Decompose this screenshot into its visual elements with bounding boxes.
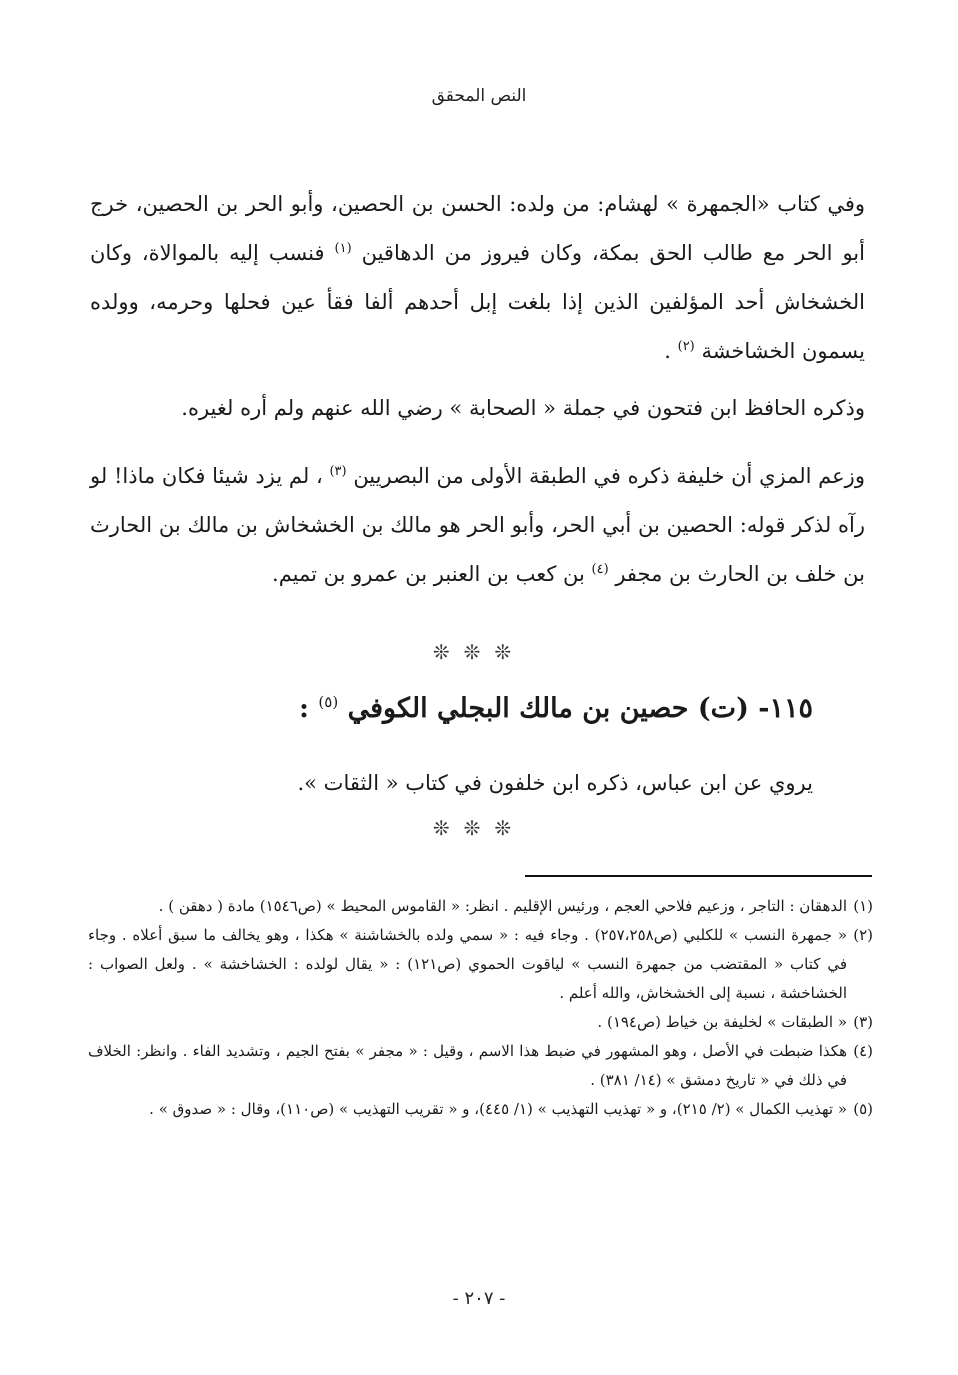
separator-star-icon: ❊ [463, 640, 495, 664]
footnote-number: (٤) [853, 1042, 873, 1060]
footnote-ref[interactable]: (١) [334, 241, 352, 256]
footnote [88, 892, 873, 921]
footnote [88, 921, 873, 1008]
section-separator [0, 816, 958, 840]
footnote [88, 1095, 873, 1124]
paragraph-text: . [664, 339, 671, 363]
footnote-text: هكذا ضبطت في الأصل ، وهو المشهور في ضبط هذا الاسم ، وقيل : « مجفر » بفتح الجيم ، وتشديد الفاء . وانظر: الخلاف في ذلك في « تاريخ دمشق » (١٤/ ٣٨١) . [88, 1042, 847, 1089]
footnote-text: الدهقان : التاجر ، وزعيم فلاحي العجم ، ورئيس الإقليم . انظر: « القاموس المحيط » (ص١٥٤٦) مادة ( دهقن ) . [158, 897, 847, 915]
footnotes [88, 892, 873, 1124]
entry-colon: : [299, 693, 310, 724]
separator-star-icon: ❊ [494, 816, 526, 840]
paragraph-text: وزعم المزي أن خليفة ذكره في الطبقة الأولى من البصريين [353, 464, 865, 488]
footnote-ref[interactable]: (٥) [318, 693, 339, 711]
separator-star-icon: ❊ [463, 816, 495, 840]
footnote [88, 1008, 873, 1037]
footnote [88, 1037, 873, 1095]
separator-star-icon: ❊ [494, 640, 526, 664]
paragraph-text: فنسب إليه بالموالاة، وكان الخشخاش أحد المؤلفين الذين إذا بلغت إبل أحدهم ألفا فقأ عين فحلها وحرمه، وولده يسمون الخشاخشة [90, 241, 865, 363]
separator-star-icon: ❊ [432, 640, 464, 664]
section-separator [0, 640, 958, 664]
entry-title: ١١٥- (ت) حصين بن مالك البجلي الكوفي [347, 693, 813, 724]
paragraph-text: ، لم يزد شيئا فكان ماذا! لو رآه لذكر قوله: الحصين بن أبي الحر، وأبو الحر هو مالك بن الخشخاش بن مالك بن الحارث بن خلف بن الحارث بن مجفر [90, 464, 865, 586]
paragraph-jamhara [90, 180, 865, 376]
footnote-number: (٥) [853, 1100, 873, 1118]
footnote-divider [525, 875, 872, 877]
footnote-ref[interactable]: (٣) [329, 464, 347, 479]
footnote-number: (٢) [853, 926, 874, 944]
footnote-ref[interactable]: (٢) [677, 339, 695, 354]
paragraph-text: بن كعب بن العنبر بن عمرو بن تميم. [272, 562, 585, 586]
footnote-text: « جمهرة النسب » للكلبي (ص٢٥٧،٢٥٨) . وجاء فيه : « سمي ولده بالخشاشنة » هكذا ، وهو يخالف ما سبق أعلاه . وجاء في كتاب « المقتضب من جمهرة النسب » لياقوت الحموي (ص١٢١) : « يقال لولده : الخشاخشة » . ولعل الصواب : الخشاخشة ، نسبة إلى الخشخاش، والله أعلم . [88, 926, 848, 1002]
page-number: - ٢٠٧ - [452, 1288, 506, 1309]
footnote-text: « تهذيب الكمال » (٢/ ٢١٥)، و « تهذيب التهذيب » (١/ ٤٤٥)، و « تقريب التهذيب » (ص١١٠)، وقال : « صدوق » . [149, 1100, 847, 1118]
entry-heading [113, 693, 813, 724]
paragraph-mizzi [90, 452, 865, 599]
footnote-number: (١) [853, 897, 873, 915]
footnote-text: « الطبقات » لخليفة بن خياط (ص١٩٤) . [597, 1013, 847, 1031]
paragraph-ibn-fathun [90, 384, 865, 433]
footnote-ref[interactable]: (٤) [591, 562, 609, 577]
running-head: النص المحقق [431, 86, 527, 106]
separator-star-icon: ❊ [432, 816, 464, 840]
entry-text: يروي عن ابن عباس، ذكره ابن خلفون في كتاب « الثقات ». [297, 771, 813, 795]
paragraph-text: وذكره الحافظ ابن فتحون في جملة « الصحابة » رضي الله عنهم ولم أره لغيره. [181, 396, 865, 420]
paragraph-text: وفي كتاب «الجمهرة » لهشام: من ولده: الحسن بن الحصين، وأبو الحر بن الحصين، خرج أبو الحر مع طالب الحق بمكة، وكان فيروز من الدهاقين [90, 192, 865, 265]
footnote-number: (٣) [853, 1013, 873, 1031]
